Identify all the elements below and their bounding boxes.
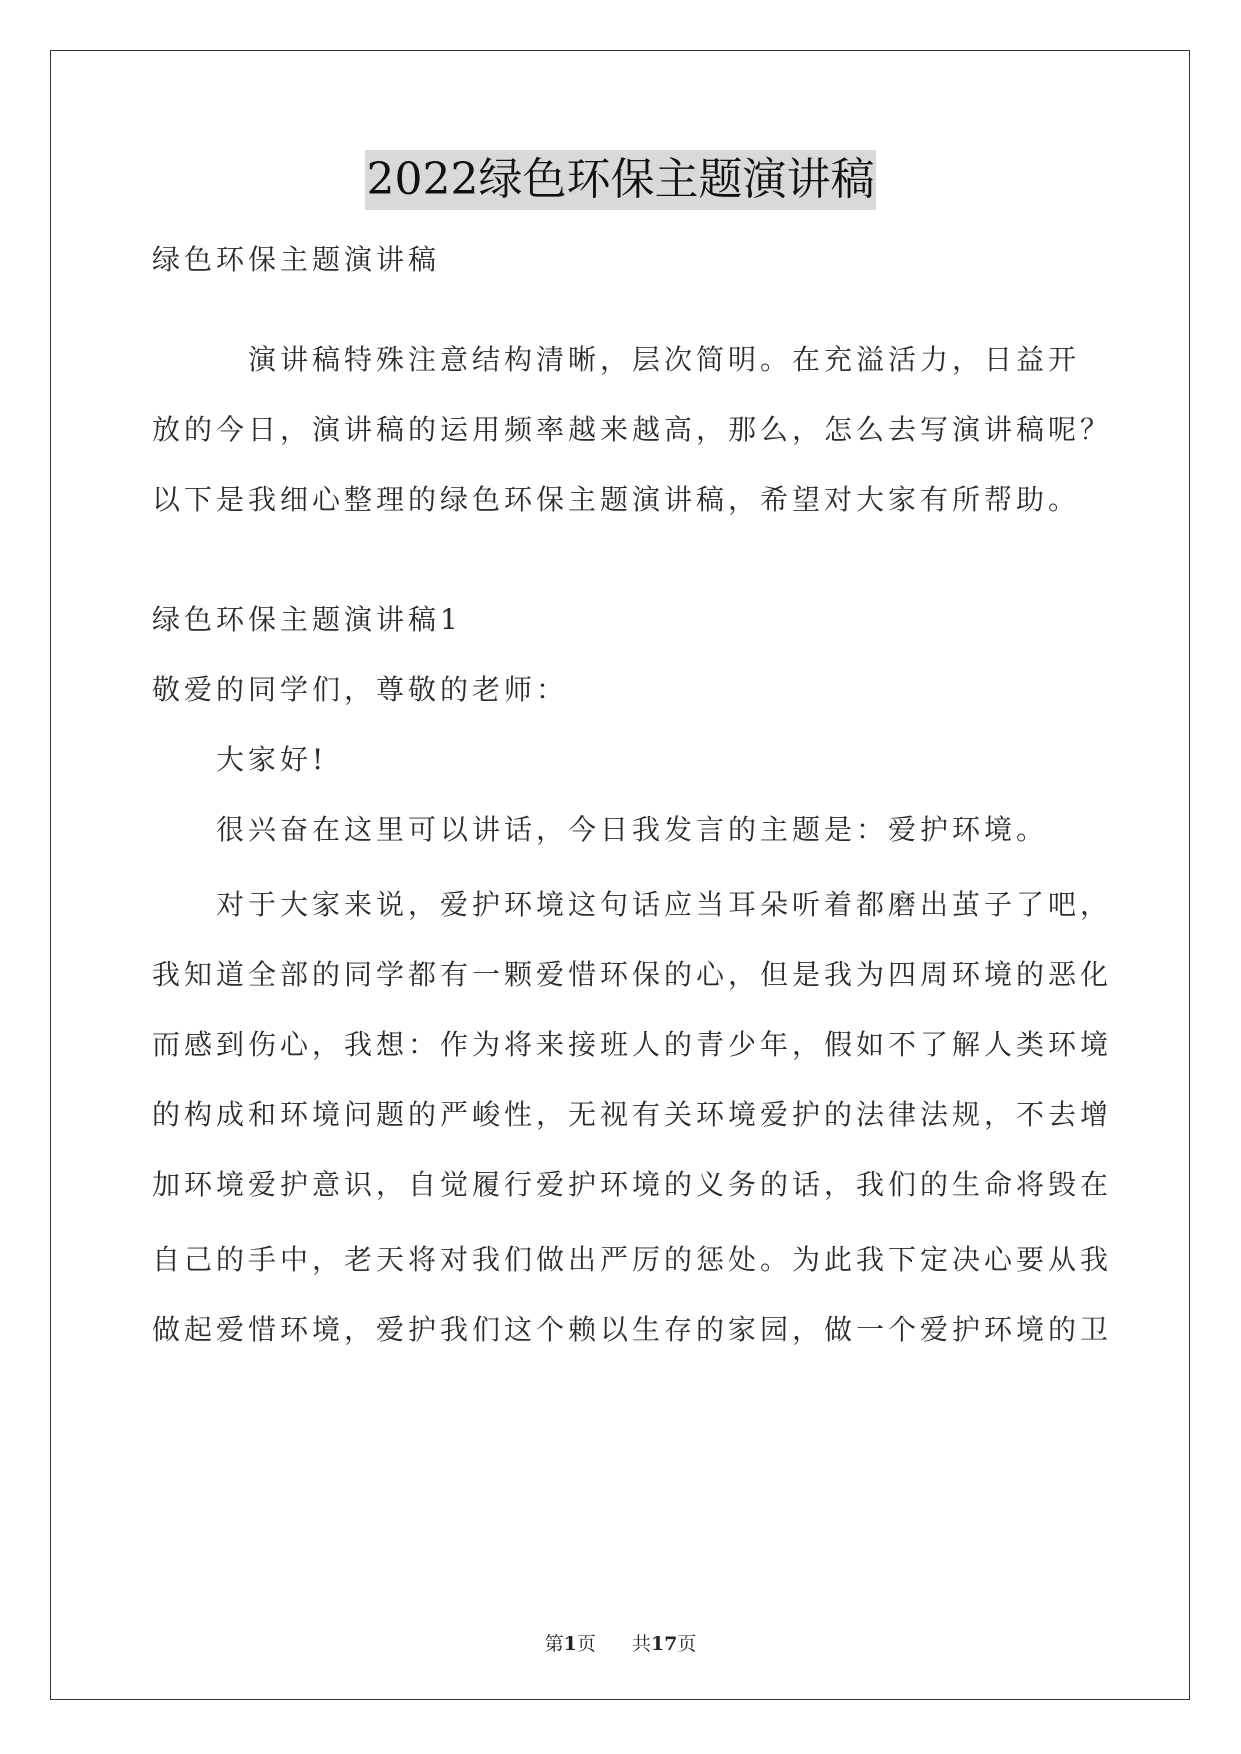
- paragraph-line: 的构成和环境问题的严峻性，无视有关环境爱护的法律法规，不去增: [152, 1098, 1113, 1131]
- page-number: 1: [563, 1633, 577, 1655]
- document-title: 2022绿色环保主题演讲稿: [365, 150, 877, 210]
- greeting-line: 大家好!: [152, 743, 328, 776]
- page-footer: [0, 1632, 1241, 1656]
- salutation-line: 敬爱的同学们，尊敬的老师：: [152, 673, 569, 706]
- paragraph-line: 自己的手中，老天将对我们做出严厉的惩处。为此我下定决心要从我: [152, 1243, 1113, 1276]
- total-label-prefix: 共: [631, 1633, 651, 1655]
- paragraph-line: 加环境爱护意识，自觉履行爱护环境的义务的话，我们的生命将毁在: [152, 1168, 1113, 1201]
- page-label-suffix: 页: [576, 1633, 596, 1655]
- paragraph-line: 对于大家来说，爱护环境这句话应当耳朵听着都磨出茧子了吧，: [152, 888, 1113, 921]
- paragraph-line: 放的今日，演讲稿的运用频率越来越高，那么，怎么去写演讲稿呢？: [152, 413, 1113, 446]
- paragraph-line: 我知道全部的同学都有一颗爱惜环保的心，但是我为四周环境的恶化: [152, 958, 1113, 991]
- total-pages: 17: [650, 1633, 678, 1655]
- title-container: [0, 150, 1241, 210]
- total-label-suffix: 页: [677, 1633, 697, 1655]
- paragraph-line: 做起爱惜环境，爱护我们这个赖以生存的家园，做一个爱护环境的卫: [152, 1313, 1113, 1346]
- subtitle-line: 绿色环保主题演讲稿: [152, 243, 441, 276]
- page-label-prefix: 第: [544, 1633, 564, 1655]
- paragraph-line: 很兴奋在这里可以讲话，今日我发言的主题是：爱护环境。: [152, 813, 1049, 846]
- page-border: [50, 50, 1190, 1700]
- paragraph-line: 演讲稿特殊注意结构清晰，层次简明。在充溢活力，日益开: [152, 343, 1081, 376]
- section-heading: 绿色环保主题演讲稿1: [152, 603, 462, 636]
- paragraph-line: 以下是我细心整理的绿色环保主题演讲稿，希望对大家有所帮助。: [152, 483, 1081, 516]
- paragraph-line: 而感到伤心，我想：作为将来接班人的青少年，假如不了解人类环境: [152, 1028, 1113, 1061]
